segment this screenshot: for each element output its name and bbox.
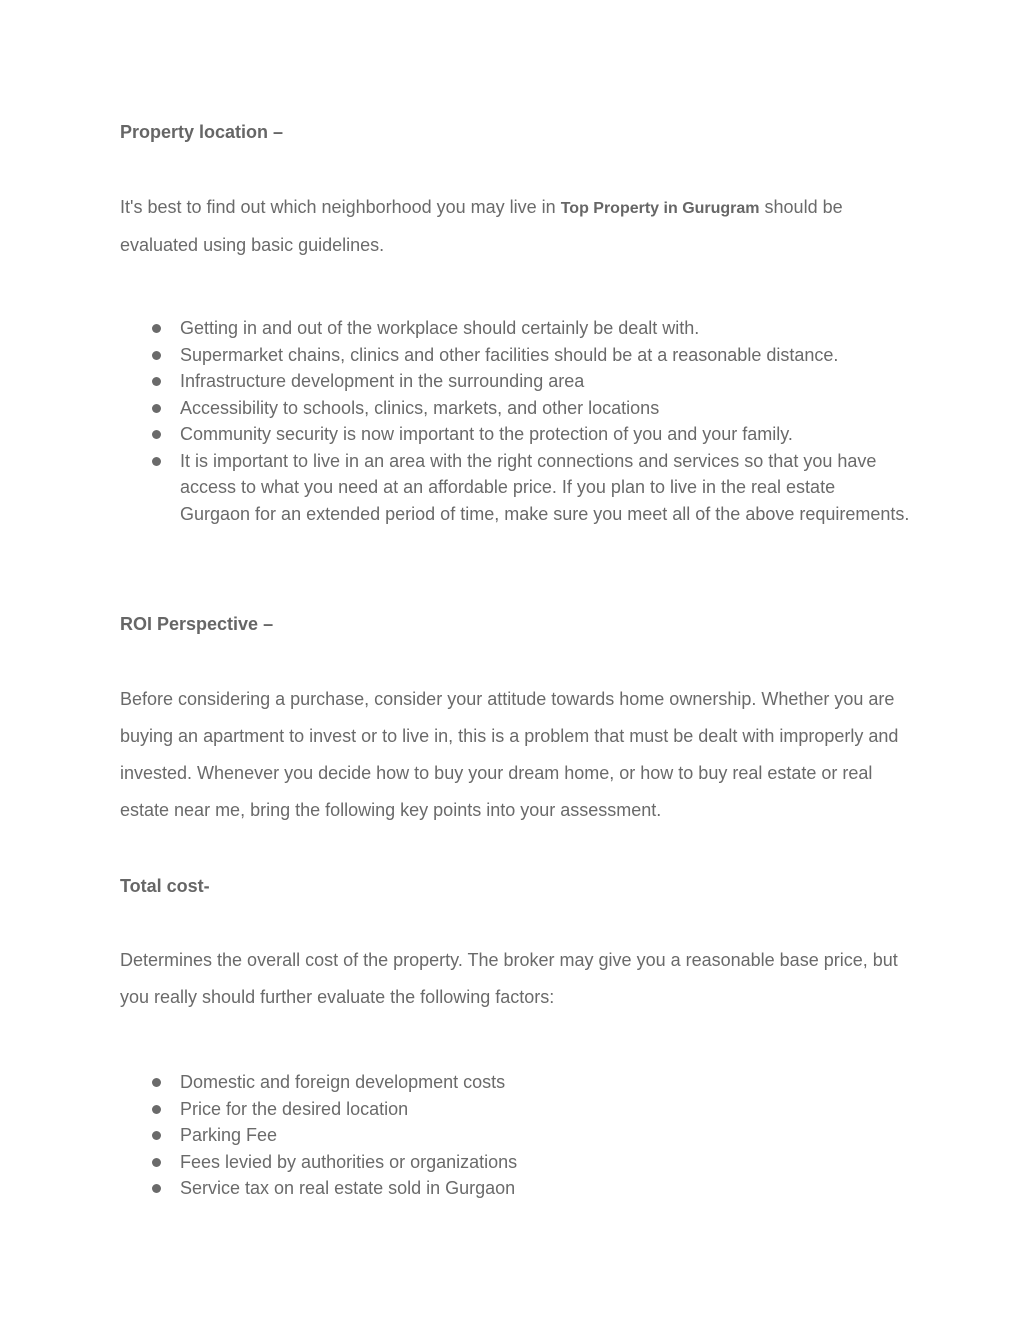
intro-text-start: It's best to find out which neighborhood you may live in (120, 197, 561, 217)
total-cost-list (120, 1069, 910, 1202)
list-item: Getting in and out of the workplace should certainly be dealt with. (120, 315, 910, 342)
bullet-icon (152, 404, 161, 413)
list-item: Fees levied by authorities or organizations (120, 1149, 910, 1176)
roi-perspective-heading: ROI Perspective – (120, 614, 274, 634)
list-item: Infrastructure development in the surrounding area (120, 368, 910, 395)
bullet-icon (152, 457, 161, 466)
bullet-icon (152, 1184, 161, 1193)
top-property-gurugram-text: Top Property in Gurugram (560, 200, 760, 217)
list-item: Parking Fee (120, 1122, 910, 1149)
list-item: Price for the desired location (120, 1096, 910, 1123)
property-location-intro (120, 189, 910, 264)
list-item: Accessibility to schools, clinics, markets, and other locations (120, 395, 910, 422)
roi-perspective-paragraph: Before considering a purchase, consider your attitude towards home ownership. Whether you are buying an apartment to invest or to live in, this is a problem that must be dealt with improperly and invested. Whenever you decide how to buy your dream home, or how to buy real estate or real estate near me, bring the following key points into your assessment. (120, 689, 899, 820)
bullet-icon (152, 430, 161, 439)
bullet-icon (152, 377, 161, 386)
bullet-icon (152, 1131, 161, 1140)
bullet-icon (152, 1105, 161, 1114)
bullet-icon (152, 324, 161, 333)
list-item: It is important to live in an area with the right connections and services so that you have access to what you need at an affordable price. If you plan to live in the real estate Gurgaon for an extended period of time, make sure you meet all of the above requirements. (120, 448, 910, 528)
bullet-icon (152, 351, 161, 360)
property-location-list (120, 315, 910, 527)
property-location-heading: Property location – (120, 122, 284, 142)
total-cost-paragraph: Determines the overall cost of the property. The broker may give you a reasonable base price, but you really should further evaluate the following factors: (120, 950, 898, 1007)
list-item: Service tax on real estate sold in Gurgaon (120, 1175, 910, 1202)
bullet-icon (152, 1078, 161, 1087)
list-item: Domestic and foreign development costs (120, 1069, 910, 1096)
list-item: Community security is now important to the protection of you and your family. (120, 421, 910, 448)
list-item: Supermarket chains, clinics and other facilities should be at a reasonable distance. (120, 342, 910, 369)
total-cost-heading: Total cost- (120, 876, 210, 896)
bullet-icon (152, 1158, 161, 1167)
intro-text-end: should be evaluated using basic guidelines. (120, 197, 843, 255)
